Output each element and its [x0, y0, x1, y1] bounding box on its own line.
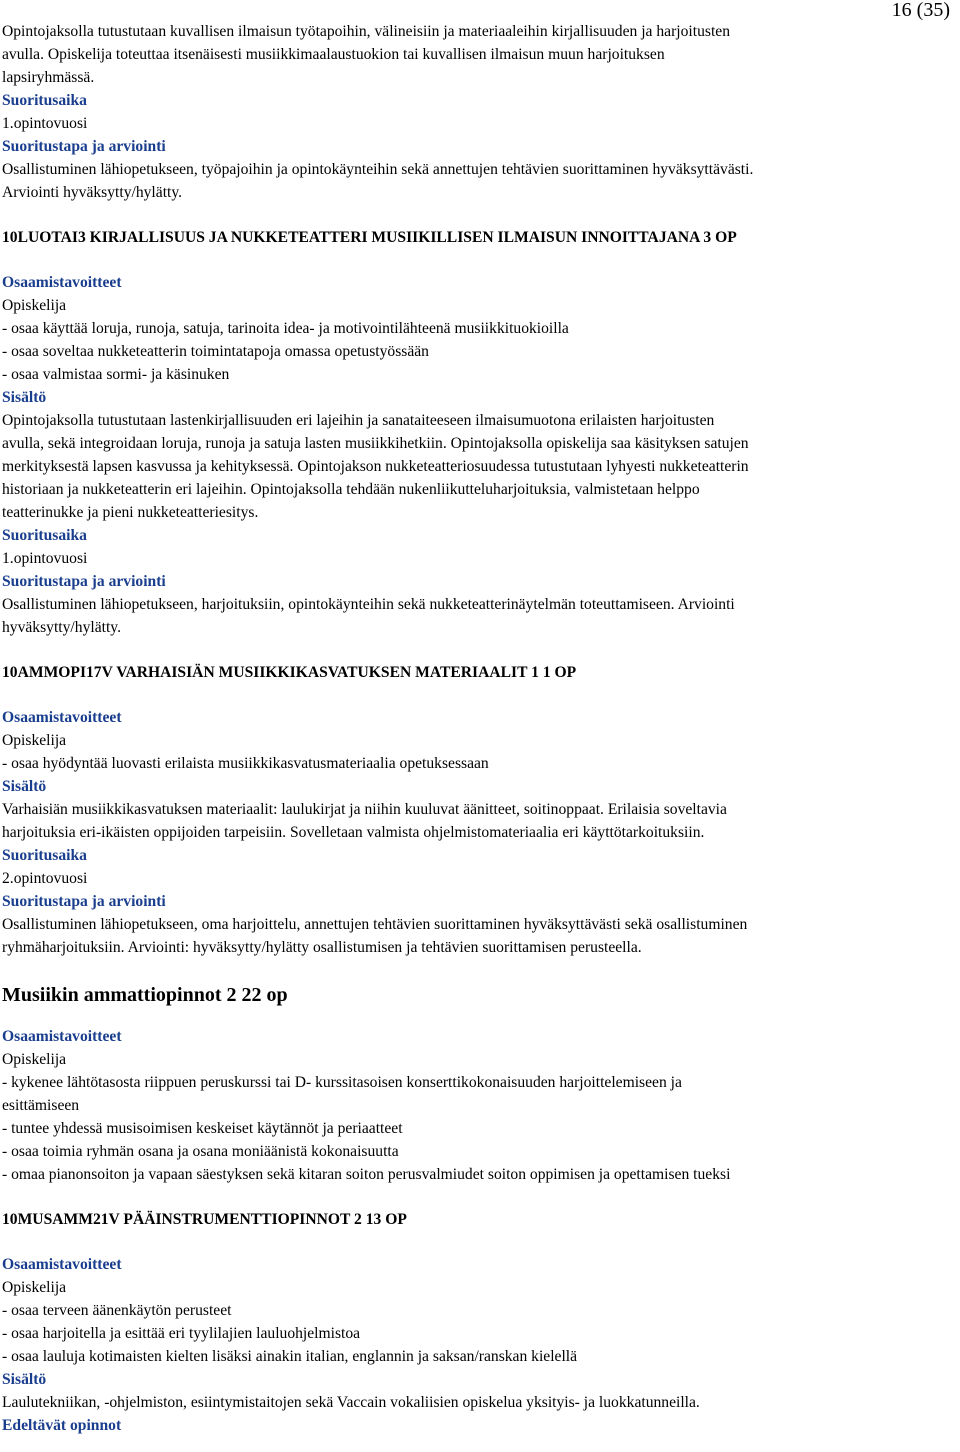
osaamistavoitteet-heading: Osaamistavoitteet	[2, 274, 122, 291]
osaamistavoitteet-heading: Osaamistavoitteet	[2, 1256, 122, 1273]
suoritustapa-text: Arviointi hyväksytty/hylätty.	[2, 184, 183, 201]
goal-item: - osaa toimia ryhmän osana ja osana moniäänistä kokonaisuutta	[2, 1143, 399, 1160]
goal-item: - osaa harjoitella ja esittää eri tyylilajien lauluohjelmistoa	[2, 1325, 361, 1342]
content-line: Laulutekniikan, -ohjelmiston, esiintymistaitojen sekä Vaccain vokaliisien opiskelua yksityis- ja luokkatunneilla.	[2, 1394, 700, 1411]
suoritustapa-heading: Suoritustapa ja arviointi	[2, 573, 166, 590]
goal-item: - osaa lauluja kotimaisten kielten lisäksi ainakin italian, englannin ja saksan/ranskan kielellä	[2, 1348, 578, 1365]
goal-item: - omaa pianonsoiton ja vapaan säestyksen sekä kitaran soiton perusvalmiudet soiton oppimisen ja opettamisen tueksi	[2, 1166, 731, 1183]
goal-item: - osaa hyödyntää luovasti erilaista musiikkikasvatusmateriaalia opetuksessaan	[2, 755, 489, 772]
page-content	[2, 20, 956, 1437]
suoritusaika-heading: Suoritusaika	[2, 92, 87, 109]
sisalto-heading: Sisältö	[2, 778, 47, 795]
course-title: 10MUSAMM21V PÄÄINSTRUMENTTIOPINNOT 2 13 OP	[2, 1211, 407, 1228]
goal-item: - osaa valmistaa sormi- ja käsinuken	[2, 366, 230, 383]
suoritustapa-text: ryhmäharjoituksiin. Arviointi: hyväksytty/hylätty osallistumisen ja tehtävien suorittamisen perusteella.	[2, 939, 642, 956]
edeltavat-opinnot-heading: Edeltävät opinnot	[2, 1417, 122, 1434]
opiskelija-label: Opiskelija	[2, 297, 67, 314]
suoritusaika-value: 1.opintovuosi	[2, 115, 88, 132]
page-number: 16 (35)	[891, 0, 950, 21]
goal-item: - osaa terveen äänenkäytön perusteet	[2, 1302, 232, 1319]
intro-paragraph-line: Opintojaksolla tutustutaan kuvallisen ilmaisun työtapoihin, välineisiin ja materiaaleihin kirjallisuuden ja harjoitusten	[2, 23, 730, 40]
goal-item: - tuntee yhdessä musisoimisen keskeiset käytännöt ja periaatteet	[2, 1120, 403, 1137]
section-title: Musiikin ammattiopinnot 2 22 op	[2, 984, 288, 1006]
intro-paragraph-line: avulla. Opiskelija toteuttaa itsenäisesti musiikkimaalaustuokion tai kuvallisen ilmaisun muun harjoituksen	[2, 46, 665, 63]
goal-item: - osaa käyttää loruja, runoja, satuja, tarinoita idea- ja motivointilähteenä musiikkituokioilla	[2, 320, 569, 337]
sisalto-heading: Sisältö	[2, 1371, 47, 1388]
content-line: historiaan ja nukketeatterin eri lajeihin. Opintojaksolla tehdään nukenliikutteluharjoituksia, valmistetaan helppo	[2, 481, 700, 498]
goal-item-continued: esittämiseen	[2, 1097, 80, 1114]
suoritustapa-heading: Suoritustapa ja arviointi	[2, 893, 166, 910]
goal-item: - osaa soveltaa nukketeatterin toimintatapoja omassa opetustyössään	[2, 343, 429, 360]
suoritustapa-text: Osallistuminen lähiopetukseen, oma harjoittelu, annettujen tehtävien suorittaminen hyväksyttävästi sekä osallistuminen	[2, 916, 748, 933]
course-title: 10AMMOPI17V VARHAISIÄN MUSIIKKIKASVATUKSEN MATERIAALIT 1 1 OP	[2, 664, 577, 681]
suoritustapa-text: Osallistuminen lähiopetukseen, harjoituksiin, opintokäynteihin sekä nukketeatterinäytelmän toteuttamiseen. Arviointi	[2, 596, 735, 613]
suoritusaika-value: 2.opintovuosi	[2, 870, 88, 887]
content-line: merkityksestä lapsen kasvussa ja kehityksessä. Opintojakson nukketeatteriosuudessa tutustutaan lyhyesti nukketeatterin	[2, 458, 749, 475]
opiskelija-label: Opiskelija	[2, 1279, 67, 1296]
osaamistavoitteet-heading: Osaamistavoitteet	[2, 1028, 122, 1045]
content-line: teatterinukke ja pieni nukketeatteriesitys.	[2, 504, 259, 521]
suoritusaika-value: 1.opintovuosi	[2, 550, 88, 567]
suoritusaika-heading: Suoritusaika	[2, 527, 87, 544]
course-title: 10LUOTAI3 KIRJALLISUUS JA NUKKETEATTERI MUSIIKILLISEN ILMAISUN INNOITTAJANA 3 OP	[2, 229, 737, 246]
suoritustapa-heading: Suoritustapa ja arviointi	[2, 138, 166, 155]
content-line: avulla, sekä integroidaan loruja, runoja ja satuja lasten musiikkihetkiin. Opintojaksolla opiskelija saa käsityksen satujen	[2, 435, 749, 452]
opiskelija-label: Opiskelija	[2, 732, 67, 749]
intro-paragraph-line: lapsiryhmässä.	[2, 69, 95, 86]
goal-item: - kykenee lähtötasosta riippuen peruskurssi tai D- kurssitasoisen konserttikokonaisuuden harjoittelemiseen ja	[2, 1074, 682, 1091]
suoritustapa-text: Osallistuminen lähiopetukseen, työpajoihin ja opintokäynteihin sekä annettujen tehtävien suorittaminen hyväksyttävästi.	[2, 161, 754, 178]
suoritustapa-text: hyväksytty/hylätty.	[2, 619, 121, 636]
osaamistavoitteet-heading: Osaamistavoitteet	[2, 709, 122, 726]
opiskelija-label: Opiskelija	[2, 1051, 67, 1068]
content-line: Opintojaksolla tutustutaan lastenkirjallisuuden eri lajeihin ja sanataiteeseen ilmaisumuotona erilaisten harjoitusten	[2, 412, 715, 429]
suoritusaika-heading: Suoritusaika	[2, 847, 87, 864]
content-line: harjoituksia eri-ikäisten oppijoiden tarpeisiin. Sovelletaan valmista ohjelmistomateriaalia eri käyttötarkoituksiin.	[2, 824, 705, 841]
content-line: Varhaisiän musiikkikasvatuksen materiaalit: laulukirjat ja niihin kuuluvat äänitteet, soitinoppaat. Erilaisia soveltavia	[2, 801, 727, 818]
sisalto-heading: Sisältö	[2, 389, 47, 406]
